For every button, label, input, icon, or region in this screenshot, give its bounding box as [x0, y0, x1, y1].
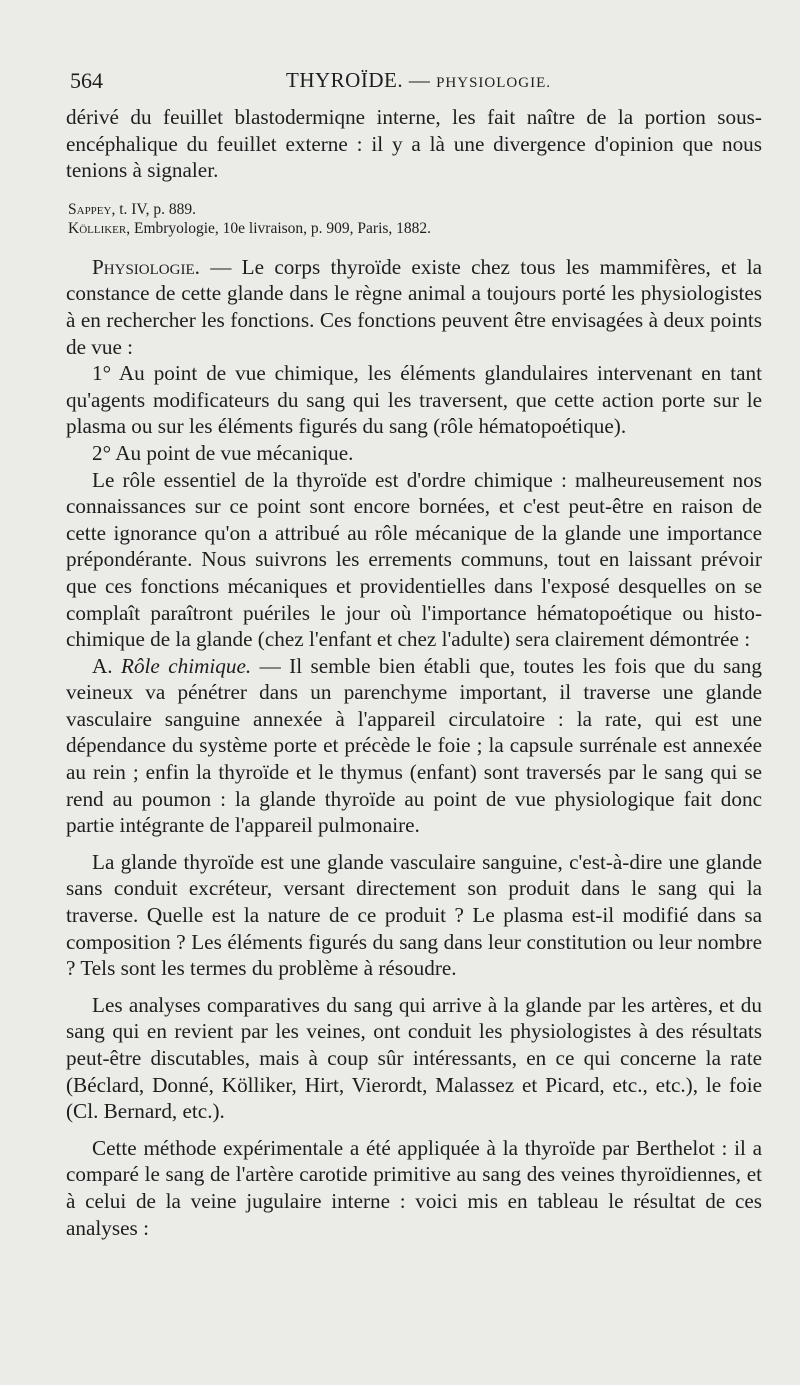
paragraph-text: — Le corps thyroïde existe chez tous les mammifères, et la constance de cette glande dans le règne animal a toujours porté les physiologistes à en rechercher les fonctions. Ces fonctions peuvent être envisagées à deux points de vue :: [66, 254, 762, 359]
paragraph-role-chimique: [66, 653, 762, 839]
subsection-title: Rôle chimique.: [121, 653, 252, 678]
section-title: PHYSIOLOGIE.: [436, 75, 551, 91]
running-title: [286, 68, 551, 93]
paragraph-methode: Cette méthode expérimentale a été appliquée à la thyroïde par Berthelot : il a comparé le sang de l'artère carotide primitive au sang des veines thyroïdiennes, et à celui de la veine jugulaire interne : voici mis en tableau le résultat de ces analyses :: [66, 1135, 762, 1240]
reference-item: [68, 200, 762, 219]
paragraph-analyses: Les analyses comparatives du sang qui arrive à la glande par les artères, et du sang qui en revient par les veines, ont conduit les physiologistes à des résultats peut-être discutables, mais à coup sûr intéressants, en ce qui concerne la rate (Béclard, Donné, Kölliker, Hirt, Vierordt, Malassez et Picard, etc., etc.), le foie (Cl. Bernard, etc.).: [66, 992, 762, 1124]
paragraph-continuation: dérivé du feuillet blastodermiqne interne, les fait naître de la portion sous-encéphalique du feuillet externe : il y a là une divergence d'opinion que nous tenions à signaler.: [66, 105, 762, 183]
paragraph-role: Le rôle essentiel de la thyroïde est d'ordre chimique : malheureusement nos connaissances sur ce point sont encore bornées, et c'est peut-être en raison de cette ignorance qu'on a attribué au rôle mécanique de la glande une importance prépondérante. Nous suivrons les errements communs, tout en laissant prévoir que ces fonctions mécaniques et providentielles dans l'exposé desquelles on se complaît paraîtront puériles le jour où l'importance hématopoétique ou histo-chimique de la glande (chez l'enfant et chez l'adulte) sera clairement démontrée :: [66, 467, 762, 652]
chapter-title: THYROÏDE. —: [286, 68, 431, 92]
paragraph-point-1: 1° Au point de vue chimique, les éléments glandulaires intervenant en tant qu'agents modificateurs du sang qui les traversent, que cette action porte sur le plasma ou sur les éléments figurés du sang (rôle hématopoétique).: [66, 361, 762, 439]
section-heading: Physiologie.: [92, 254, 200, 279]
paragraph-physiologie: [66, 254, 762, 360]
paragraph-point-2: 2° Au point de vue mécanique.: [92, 440, 354, 465]
paragraph-glande: La glande thyroïde est une glande vasculaire sanguine, c'est-à-dire une glande sans conduit excréteur, versant directement son produit dans le sang qui la traverse. Quelle est la nature de ce produit ? Le plasma est-il modifié dans sa composition ? Les éléments figurés du sang dans leur constitution ou leur nombre ? Tels sont les termes du problème à résoudre.: [66, 849, 762, 981]
reference-detail: , Embryologie, 10e livraison, p. 909, Paris, 1882.: [126, 219, 432, 237]
page-number: 564: [70, 68, 103, 93]
subsection-label: A.: [92, 653, 113, 678]
running-header: [66, 64, 762, 104]
paragraph-text: — Il semble bien établi que, toutes les fois que du sang veineux va pénétrer dans un parenchyme important, il traverse une glande vasculaire sanguine annexée à l'appareil circulatoire : la rate, qui est une dépendance du système porte et précède le foie ; la capsule surrénale est annexée au rein ; enfin la thyroïde et le thymus (enfant) sont traversés par le sang qui se rend au poumon : la glande thyroïde au point de vue physiologique fait donc partie intégrante de l'appareil pulmonaire.: [66, 653, 762, 838]
reference-author: Kölliker: [68, 219, 127, 237]
bibliography: [66, 200, 762, 238]
reference-item: [68, 219, 762, 238]
reference-detail: , t. IV, p. 889.: [111, 200, 197, 218]
reference-author: Sappey: [68, 200, 112, 218]
